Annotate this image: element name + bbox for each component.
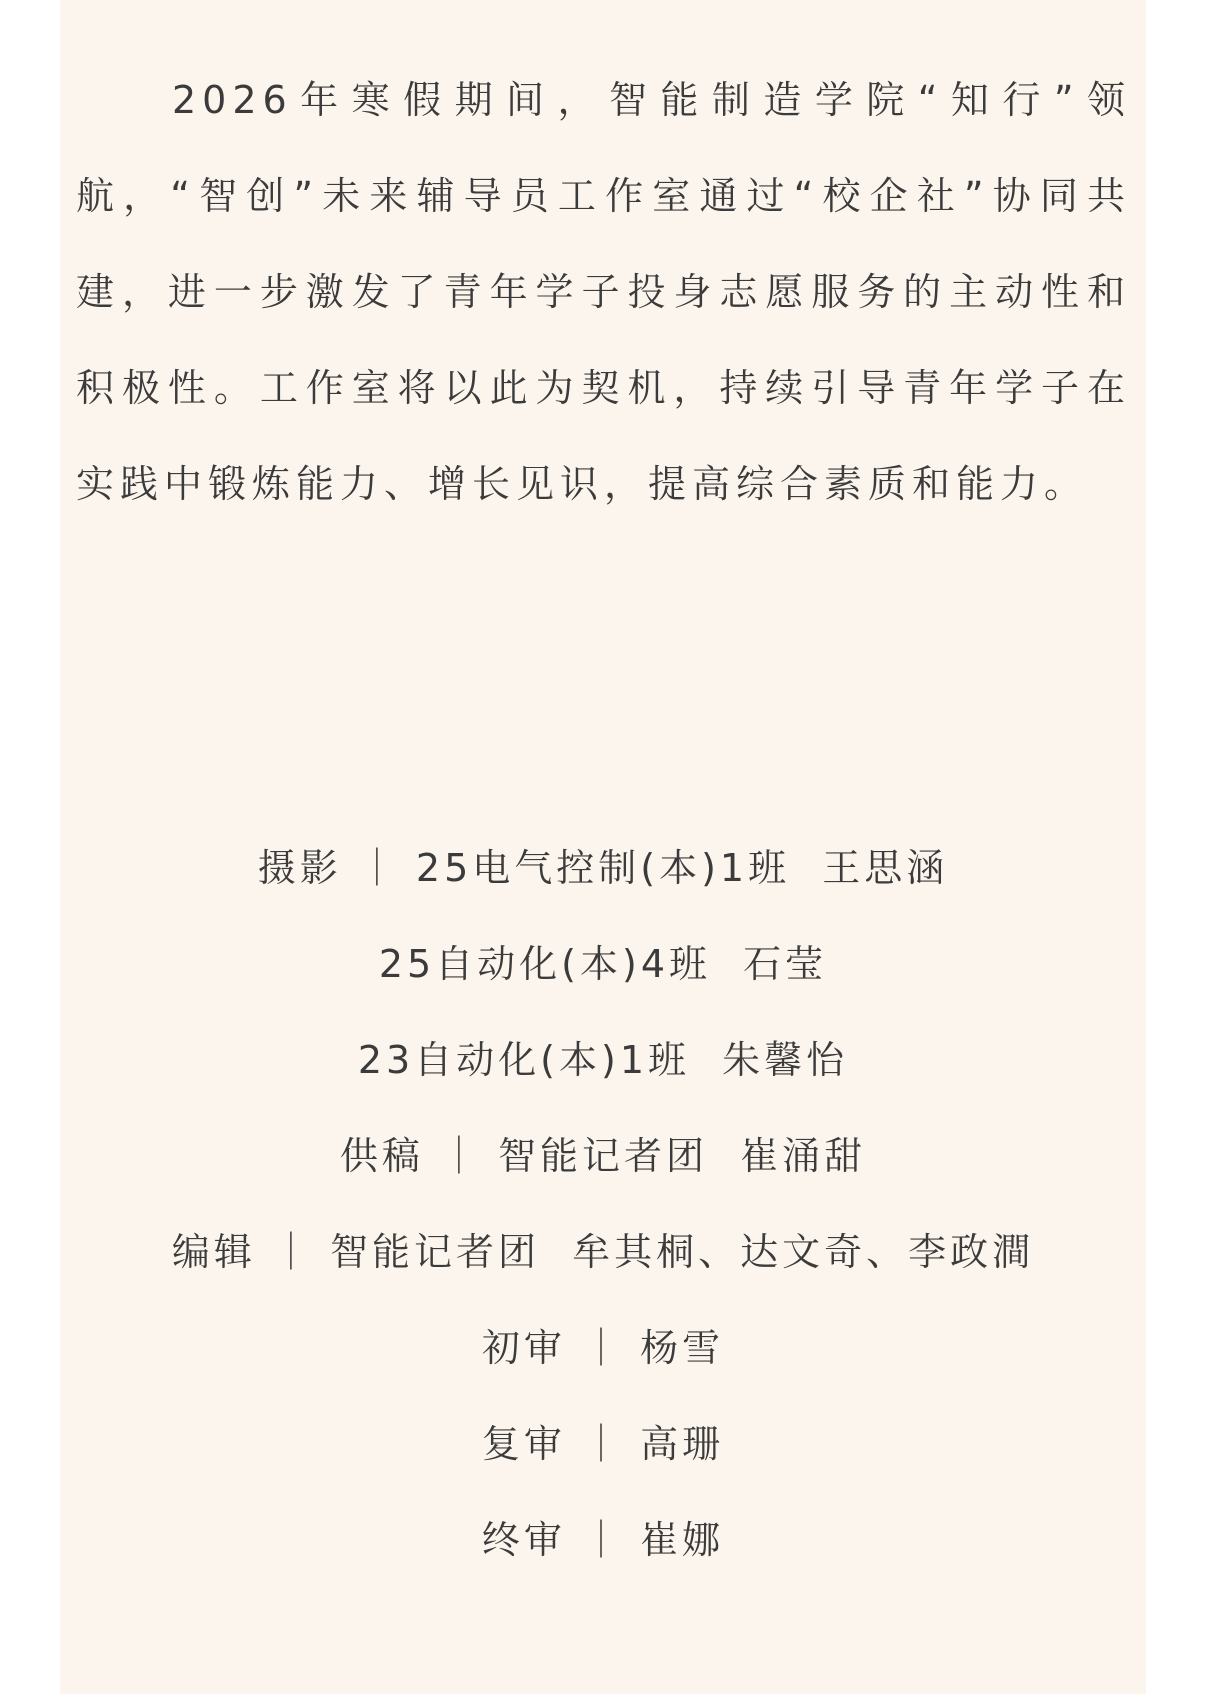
credit-first-review (60, 1300, 1146, 1396)
credit-photography-2 (60, 916, 1146, 1012)
credit-photography-3-text: 23自动化(本)1班 朱馨怡 (357, 1038, 849, 1082)
credit-final-review (60, 1492, 1146, 1588)
credit-contributor-text: 供稿 ｜ 智能记者团 崔涌甜 (339, 1134, 867, 1178)
credit-first-review-text: 初审 ｜ 杨雪 (481, 1326, 725, 1370)
credit-second-review (60, 1396, 1146, 1492)
article-panel (60, 0, 1146, 1694)
credit-photography-text: 摄影 ｜ 25电气控制(本)1班 王思涵 (257, 846, 949, 890)
credit-editors (60, 1204, 1146, 1300)
credit-photography-3 (60, 1012, 1146, 1108)
credit-final-review-text: 终审 ｜ 崔娜 (481, 1518, 725, 1562)
credit-second-review-text: 复审 ｜ 高珊 (481, 1422, 725, 1466)
credit-contributor (60, 1108, 1146, 1204)
article-body-paragraph: 2026年寒假期间，智能制造学院“知行”领航，“智创”未来辅导员工作室通过“校企社”协同共建，进一步激发了青年学子投身志愿服务的主动性和积极性。工作室将以此为契机，持续引导青年学子在实践中锻炼能力、增长见识，提高综合素质和能力。 (76, 78, 1131, 506)
credit-photography (60, 820, 1146, 916)
credits-list (60, 820, 1146, 1588)
credit-editors-text: 编辑 ｜ 智能记者团 牟其桐、达文奇、李政澗 (171, 1230, 1035, 1274)
credit-photography-2-text: 25自动化(本)4班 石莹 (378, 942, 828, 986)
